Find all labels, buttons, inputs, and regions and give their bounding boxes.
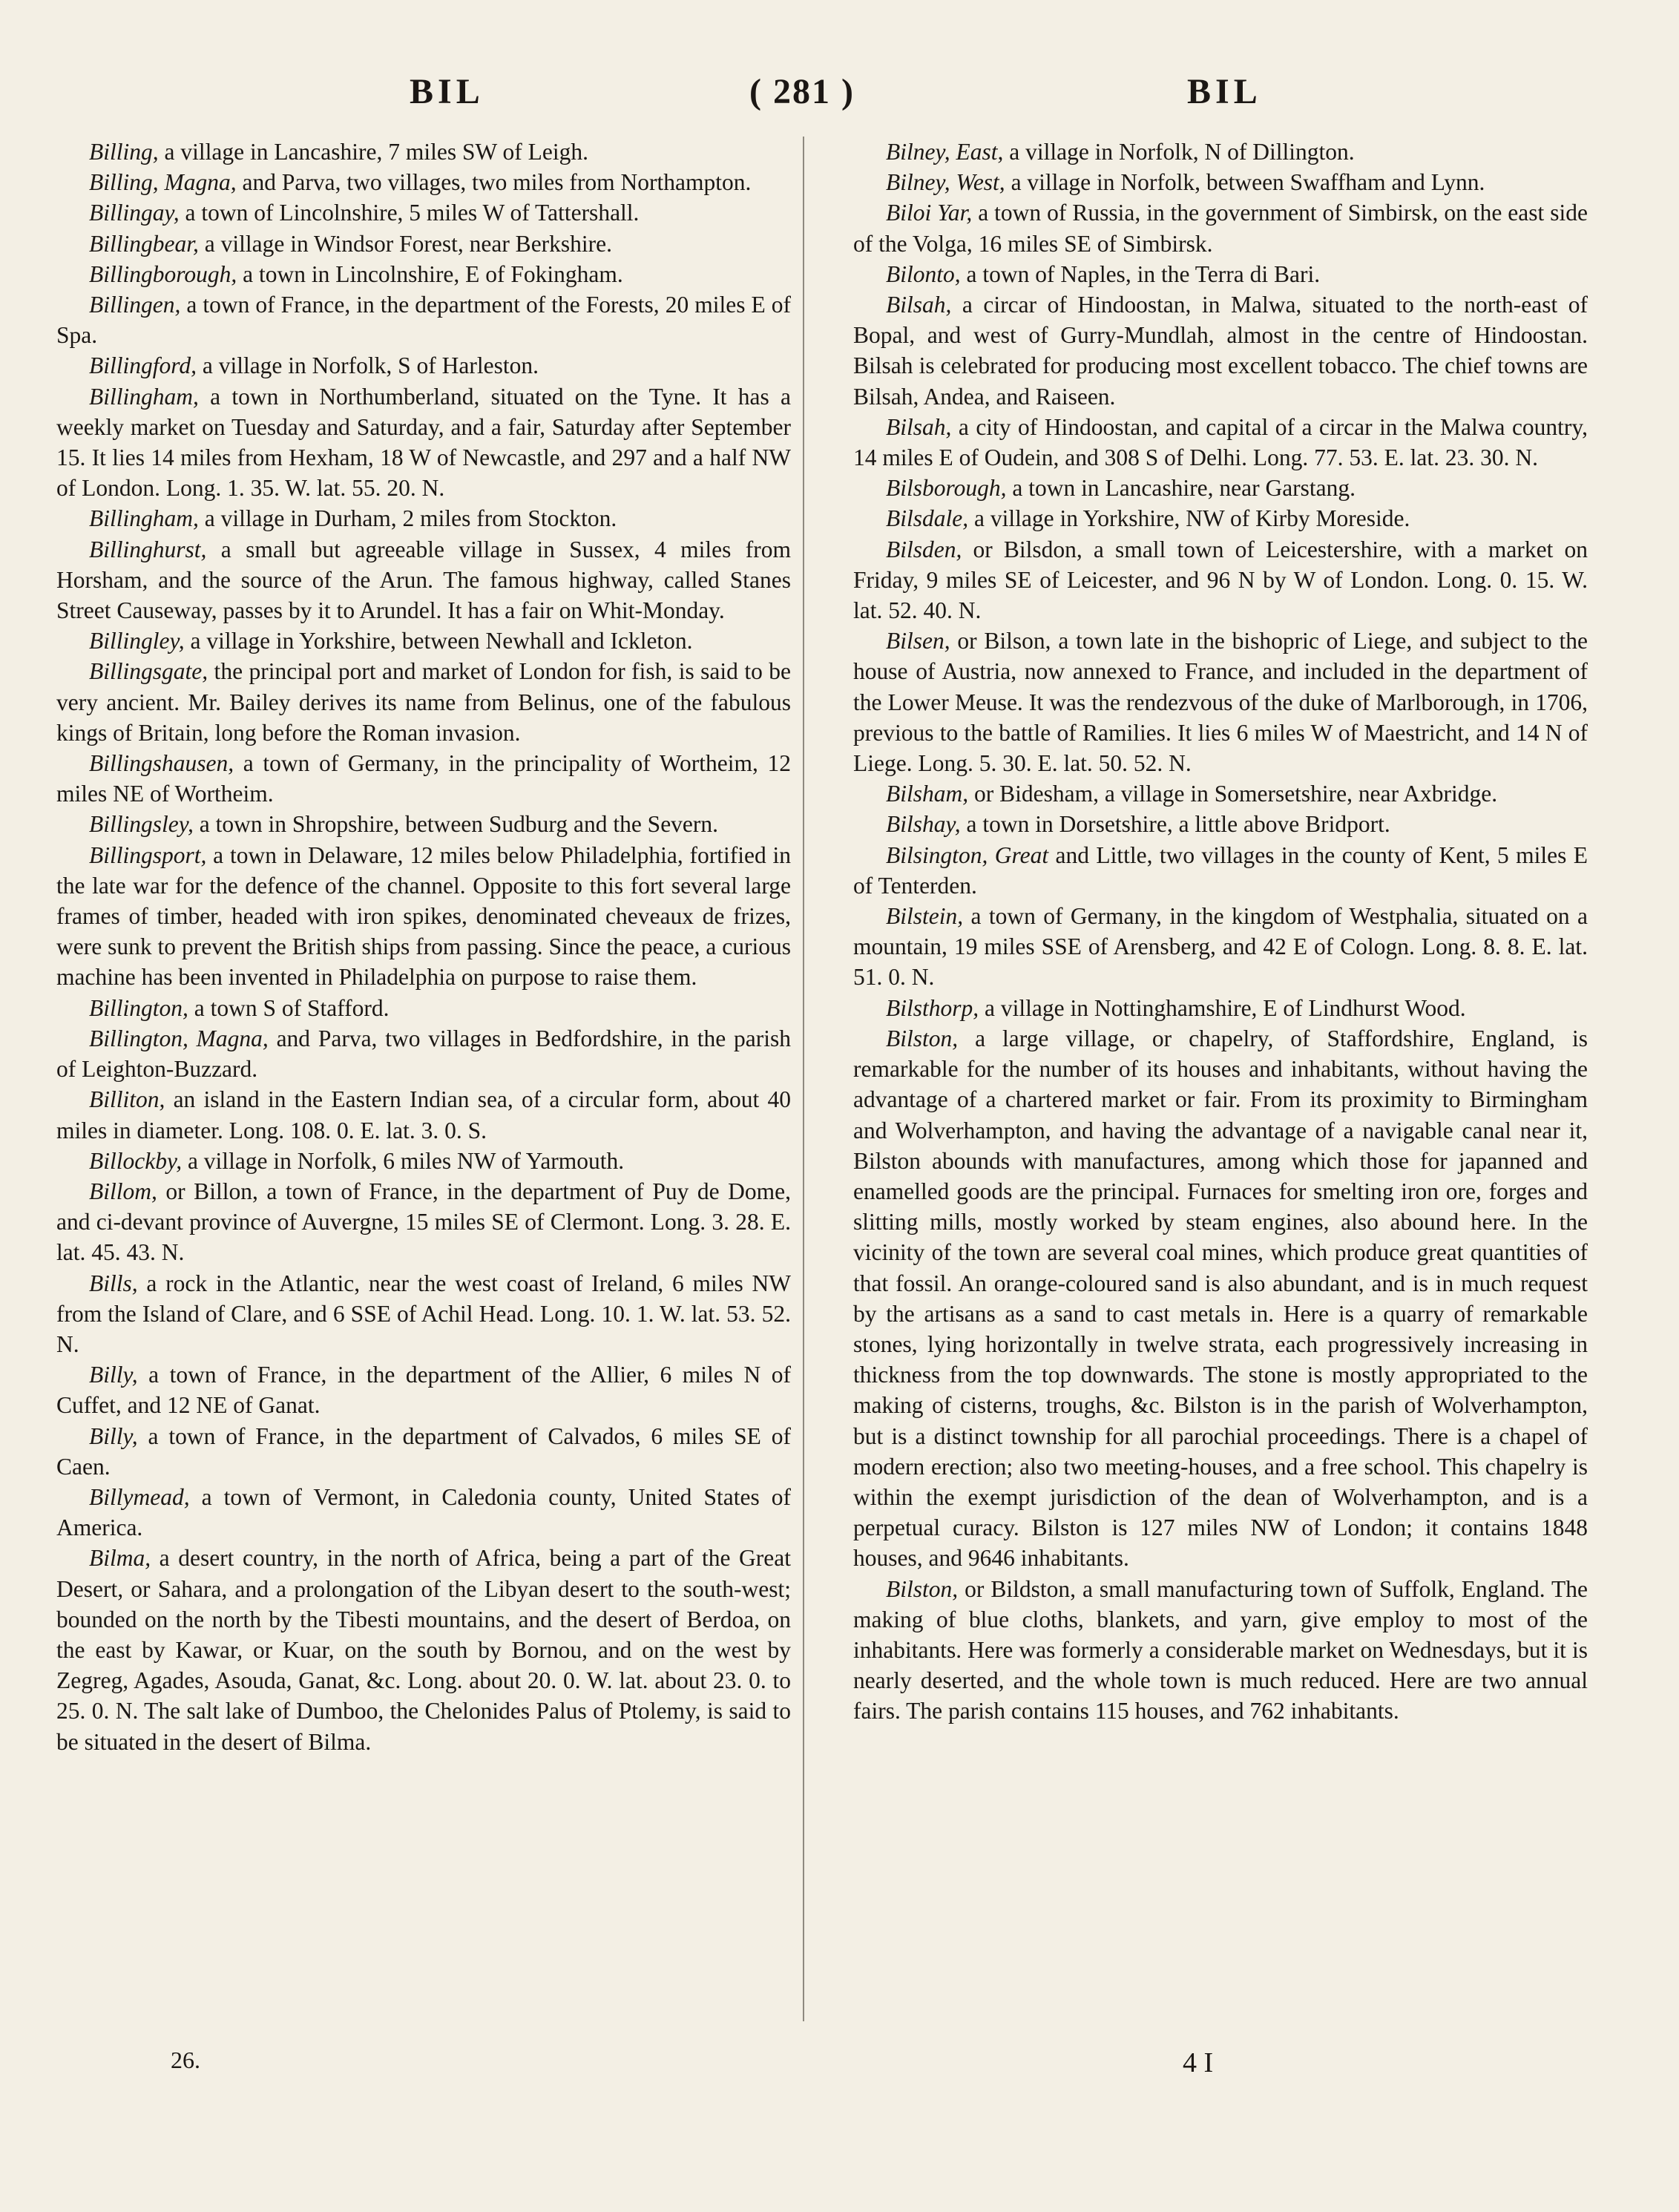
entry-text: and Parva, two villages, two miles from Northampton. xyxy=(236,169,752,196)
gazetteer-entry xyxy=(853,840,1588,901)
entry-headword: Bilsborough, xyxy=(886,475,1007,502)
gazetteer-entry xyxy=(56,1421,791,1482)
entry-text: a large village, or chapelry, of Staffordshire, England, is remarkable for the number of its houses and inhabitants, without having the advantage of a chartered market or fair. From its proximity to Birmingham and Wolverhampton, and having the advantage of a navigable canal near it, Bilston abounds with manufactures, among which those for japanned and enamelled goods are the principal. Furnaces for smelting iron ore, forges and slitting mills, mostly worked by steam engines, also abound here. In the vicinity of the town are several coal mines, which produce great quantities of that fossil. An orange-coloured sand is also abundant, and is in much request by the artisans as a sand to cast metals in. Here is a quarry of remarkable stones, lying horizontally in twelve strata, each progressively increasing in thickness from the top downwards. The stone is mostly appropriated to the making of cisterns, troughs, &c. Bilston is in the parish of Wolverhampton, but is a distinct township for all parochial proceedings. There is a chapel of modern erection; also two meeting-houses, and a free school. This chapelry is within the exempt jurisdiction of the dean of Wolverhampton, and is a perpetual curacy. Bilston is 127 miles NW of London; it contains 1848 houses, and 9646 inhabitants. xyxy=(853,1025,1588,1572)
entry-headword: Billingsley, xyxy=(89,811,194,838)
entry-text: a rock in the Atlantic, near the west coast of Ireland, 6 miles NW from the Island of Clare, and 6 SSE of Achil Head. Long. 10. 1. W. lat. 53. 52. N. xyxy=(56,1270,791,1357)
entry-text: a village in Lancashire, 7 miles SW of Leigh. xyxy=(158,139,589,165)
entry-text: a town of Vermont, in Caledonia county, United States of America. xyxy=(56,1483,791,1541)
gazetteer-entry xyxy=(853,809,1588,839)
gazetteer-entry xyxy=(853,1574,1588,1727)
entry-headword: Billy, xyxy=(89,1362,138,1388)
left-column xyxy=(56,137,791,1757)
entry-text: or Billon, a town of France, in the department of Puy de Dome, and ci-devant province of Auvergne, 15 miles SE of Clermont. Long. 3. 28. E. lat. 45. 43. N. xyxy=(56,1178,791,1266)
column-divider xyxy=(803,137,804,2021)
entry-headword: Bilma, xyxy=(89,1545,151,1572)
entry-headword: Billing, Magna, xyxy=(89,169,237,196)
entry-headword: Bilsdale, xyxy=(886,505,969,532)
entry-text: a city of Hindoostan, and capital of a circar in the Malwa country, 14 miles E of Oudein, and 308 S of Delhi. Long. 77. 53. E. lat. 23. 30. N. xyxy=(853,413,1588,471)
gazetteer-entry xyxy=(853,137,1588,167)
gazetteer-entry xyxy=(56,1146,791,1176)
gazetteer-entry xyxy=(56,259,791,289)
gazetteer-entry xyxy=(56,381,791,504)
gazetteer-entry xyxy=(853,503,1588,534)
entry-headword: Billingsport, xyxy=(89,841,207,868)
entry-headword: Billingay, xyxy=(89,200,180,226)
gazetteer-entry xyxy=(56,229,791,259)
entry-headword: Bilstein, xyxy=(886,903,964,930)
gazetteer-entry xyxy=(853,993,1588,1023)
entry-headword: Billingford, xyxy=(89,352,197,379)
entry-text: a town of Russia, in the government of Simbirsk, on the east side of the Volga, 16 miles SE of Simbirsk. xyxy=(853,200,1588,257)
entry-headword: Bilney, West, xyxy=(886,169,1005,196)
gazetteer-entry xyxy=(56,1023,791,1084)
entry-headword: Bilston, xyxy=(886,1575,959,1602)
gazetteer-entry xyxy=(853,259,1588,289)
entry-text: a village in Norfolk, S of Harleston. xyxy=(196,352,539,379)
entry-headword: Bilsington, Great xyxy=(886,841,1049,868)
entry-headword: Billington, Magna, xyxy=(89,1025,269,1051)
entry-headword: Biloi Yar, xyxy=(886,200,973,226)
gazetteer-entry xyxy=(56,748,791,809)
entry-text: a town of France, in the department of Calvados, 6 miles SE of Caen. xyxy=(56,1422,791,1480)
entry-text: a town of Germany, in the kingdom of Westphalia, situated on a mountain, 19 miles SSE of Arensberg, and 42 E of Cologn. Long. 8. 8. E. lat. 51. 0. N. xyxy=(853,903,1588,991)
entry-text: a village in Norfolk, 6 miles NW of Yarmouth. xyxy=(182,1147,625,1174)
entry-text: a village in Yorkshire, NW of Kirby Moreside. xyxy=(968,505,1410,532)
gazetteer-entry xyxy=(56,1482,791,1543)
entry-text: a town in Lancashire, near Garstang. xyxy=(1006,475,1356,502)
entry-text: an island in the Eastern Indian sea, of a circular form, about 40 miles in diameter. Long. 108. 0. E. lat. 3. 0. S. xyxy=(56,1086,791,1143)
gazetteer-entry xyxy=(56,289,791,350)
gazetteer-entry xyxy=(56,809,791,839)
entry-headword: Billing, xyxy=(89,139,159,165)
entry-headword: Bilney, East, xyxy=(886,139,1004,165)
gazetteer-entry xyxy=(56,503,791,534)
gazetteer-entry xyxy=(56,137,791,167)
gazetteer-entry xyxy=(56,1543,791,1756)
entry-text: a small but agreeable village in Sussex, 4 miles from Horsham, and the source of the Arun. The famous highway, called Stanes Street Causeway, passes by it to Arundel. It has a fair on Whit-Monday. xyxy=(56,536,791,624)
entry-text: or Bilson, a town late in the bishopric of Liege, and subject to the house of Austria, now annexed to France, and included in the department of the Lower Meuse. It was the rendezvous of the duke of Marlborough, in 1706, previous to the battle of Ramilies. It lies 6 miles W of Maestricht, and 14 N of Liege. Long. 5. 30. E. lat. 50. 52. N. xyxy=(853,628,1588,777)
entry-headword: Billiton, xyxy=(89,1086,165,1113)
entry-text: or Bilsdon, a small town of Leicestershire, with a market on Friday, 9 miles SE of Leicester, and 96 N by W of London. Long. 0. 15. W. lat. 52. 40. N. xyxy=(853,536,1588,624)
entry-text: a town of Naples, in the Terra di Bari. xyxy=(960,260,1321,287)
running-head-left: BIL xyxy=(410,72,484,111)
entry-headword: Billingborough, xyxy=(89,260,237,287)
gazetteer-entry xyxy=(853,289,1588,412)
gazetteer-entry xyxy=(56,167,791,197)
entry-text: a village in Norfolk, N of Dillington. xyxy=(1003,139,1355,165)
gazetteer-entry xyxy=(56,1176,791,1268)
gazetteer-entry xyxy=(853,626,1588,778)
entry-headword: Billington, xyxy=(89,994,188,1021)
entry-text: and Little, two villages in the county of Kent, 5 miles E of Tenterden. xyxy=(853,841,1588,899)
entry-headword: Bilsham, xyxy=(886,781,969,807)
entry-text: a village in Nottinghamshire, E of Lindhurst Wood. xyxy=(979,994,1466,1021)
entry-headword: Billom, xyxy=(89,1178,157,1204)
entry-text: a town in Lincolnshire, E of Fokingham. xyxy=(237,260,623,287)
gazetteer-entry xyxy=(56,993,791,1023)
entry-headword: Billymead, xyxy=(89,1483,190,1510)
gazetteer-entry xyxy=(56,350,791,381)
gazetteer-entry xyxy=(853,534,1588,626)
entry-headword: Billy, xyxy=(89,1422,138,1449)
signature-mark-left: 26. xyxy=(171,2047,200,2073)
entry-headword: Billingham, xyxy=(89,383,199,410)
entry-headword: Bilsah, xyxy=(886,413,952,440)
entry-headword: Bilsthorp, xyxy=(886,994,979,1021)
gazetteer-entry xyxy=(853,778,1588,809)
gazetteer-entry xyxy=(853,901,1588,993)
entry-text: a village in Norfolk, between Swaffham and Lynn. xyxy=(1005,169,1485,196)
entry-text: a village in Windsor Forest, near Berkshire. xyxy=(198,230,613,257)
page-number: ( 281 ) xyxy=(749,72,855,111)
entry-text: a town of France, in the department of the Forests, 20 miles E of Spa. xyxy=(56,292,791,349)
entry-text: a desert country, in the north of Africa, being a part of the Great Desert, or Sahara, and a prolongation of the Libyan desert to the south-west; bounded on the north by the Tibesti mountains, and the desert of Berdoa, on the east by Kawar, or Kuar, on the south by Bornou, and on the west by Zegreg, Agades, Asouda, Ganat, &c. Long. about 20. 0. W. lat. about 23. 0. to 25. 0. N. The salt lake of Dumboo, the Chelonides Palus of Ptolemy, is said to be situated in the desert of Bilma. xyxy=(56,1545,791,1755)
entry-text: a town in Shropshire, between Sudburg and the Severn. xyxy=(193,811,719,838)
entry-headword: Bilston, xyxy=(886,1025,959,1051)
entry-headword: Billockby, xyxy=(89,1147,183,1174)
entry-headword: Billingham, xyxy=(89,505,199,532)
entry-headword: Bilshay, xyxy=(886,811,961,838)
entry-headword: Bilonto, xyxy=(886,260,961,287)
gazetteer-entry xyxy=(56,1084,791,1145)
right-column xyxy=(853,137,1588,1727)
gazetteer-entry xyxy=(56,1359,791,1420)
gazetteer-entry xyxy=(56,626,791,656)
entry-headword: Bilsah, xyxy=(886,292,952,318)
entry-text: or Bidesham, a village in Somersetshire, near Axbridge. xyxy=(968,781,1498,807)
gazetteer-entry xyxy=(853,197,1588,258)
entry-headword: Bills, xyxy=(89,1270,138,1296)
entry-text: a town of Lincolnshire, 5 miles W of Tattershall. xyxy=(179,200,640,226)
entry-headword: Billingsgate, xyxy=(89,658,208,685)
entry-headword: Billingley, xyxy=(89,628,185,654)
gazetteer-entry xyxy=(56,656,791,748)
entry-headword: Bilsden, xyxy=(886,536,962,562)
entry-text: a town in Northumberland, situated on the Tyne. It has a weekly market on Tuesday and Saturday, and a fair, Saturday after September 15. It lies 14 miles from Hexham, 18 W of Newcastle, and 297 and a half NW of London. Long. 1. 35. W. lat. 55. 20. N. xyxy=(56,383,791,502)
entry-text: a circar of Hindoostan, in Malwa, situated to the north-east of Bopal, and west of Gurry-Mundlah, almost in the centre of Hindoostan. Bilsah is celebrated for producing most excellent tobacco. The chief towns are Bilsah, Andea, and Raiseen. xyxy=(853,292,1588,410)
entry-headword: Billingshausen, xyxy=(89,750,234,777)
gazetteer-entry xyxy=(853,473,1588,503)
entry-text: a town of Germany, in the principality of Wortheim, 12 miles NE of Wortheim. xyxy=(56,750,791,807)
gazetteer-entry xyxy=(56,534,791,626)
gazetteer-entry xyxy=(56,840,791,993)
gazetteer-entry xyxy=(853,1023,1588,1574)
entry-text: a village in Durham, 2 miles from Stockton. xyxy=(198,505,617,532)
entry-headword: Billinghurst, xyxy=(89,536,207,562)
gazetteer-entry xyxy=(56,1268,791,1360)
entry-text: a village in Yorkshire, between Newhall and Ickleton. xyxy=(184,628,693,654)
entry-headword: Billingen, xyxy=(89,292,181,318)
entry-text: or Bildston, a small manufacturing town of Suffolk, England. The making of blue cloths, blankets, and yarn, give employ to most of the inhabitants. Here was formerly a considerable market on Wednesdays, but it is nearly deserted, and the whole town is much reduced. Here are two annual fairs. The parish contains 115 houses, and 762 inhabitants. xyxy=(853,1575,1588,1724)
entry-headword: Billingbear, xyxy=(89,230,199,257)
signature-mark-right: 4 I xyxy=(1183,2047,1214,2078)
entry-headword: Bilsen, xyxy=(886,628,950,654)
gazetteer-entry xyxy=(853,167,1588,197)
entry-text: a town in Dorsetshire, a little above Bridport. xyxy=(960,811,1390,838)
gazetteer-entry xyxy=(853,412,1588,473)
entry-text: and Parva, two villages in Bedfordshire, in the parish of Leighton-Buzzard. xyxy=(56,1025,791,1083)
entry-text: a town of France, in the department of the Allier, 6 miles N of Cuffet, and 12 NE of Ganat. xyxy=(56,1362,791,1419)
running-head-right: BIL xyxy=(1187,72,1262,111)
entry-text: a town S of Stafford. xyxy=(188,994,390,1021)
entry-text: the principal port and market of London for fish, is said to be very ancient. Mr. Bailey derives its name from Belinus, one of the fabulous kings of Britain, long before the Roman invasion. xyxy=(56,658,791,746)
entry-text: a town in Delaware, 12 miles below Philadelphia, fortified in the late war for the defence of the channel. Opposite to this fort several large frames of timber, headed with iron spikes, denominated cheveaux de frizes, were sunk to prevent the British ships from passing. Since the peace, a curious machine has been invented in Philadelphia on purpose to raise them. xyxy=(56,841,791,991)
gazetteer-entry xyxy=(56,197,791,228)
